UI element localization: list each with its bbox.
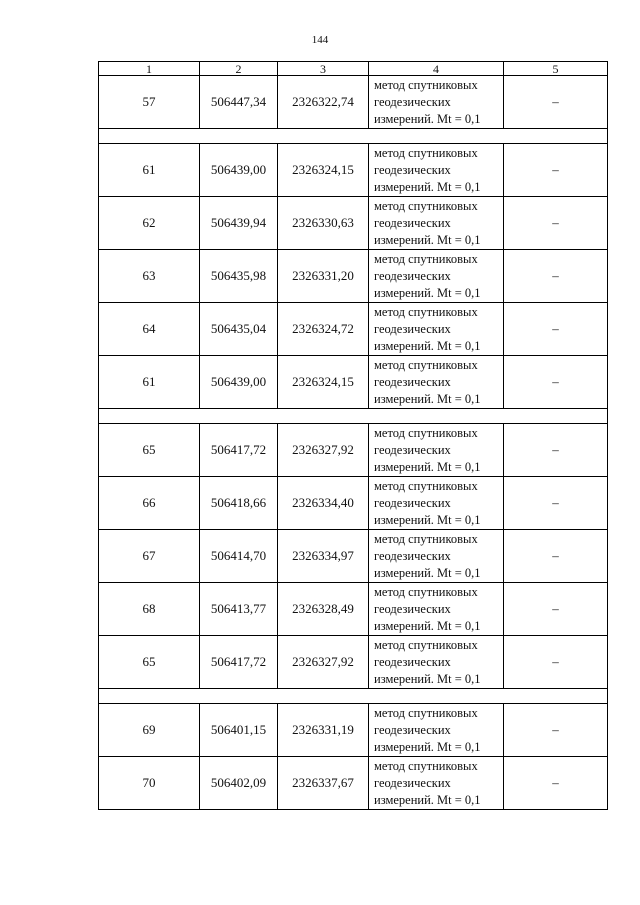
- table-row: [99, 757, 608, 810]
- note-cell: –: [504, 197, 608, 250]
- method-cell: [369, 197, 504, 250]
- method-line: измерений. Mt = 0,1: [374, 391, 481, 406]
- note-cell: –: [504, 583, 608, 636]
- note-cell: –: [504, 757, 608, 810]
- method-line: метод спутниковых: [374, 478, 478, 493]
- note-cell: –: [504, 76, 608, 129]
- x-coordinate-cell: 506439,00: [200, 144, 278, 197]
- column-header: 3: [278, 62, 369, 76]
- x-coordinate-cell: 506417,72: [200, 636, 278, 689]
- note-cell: –: [504, 636, 608, 689]
- y-coordinate-cell: 2326331,19: [278, 704, 369, 757]
- method-line: измерений. Mt = 0,1: [374, 111, 481, 126]
- spacer-cell: [99, 409, 608, 424]
- table-body: [99, 76, 608, 810]
- note-cell: –: [504, 530, 608, 583]
- method-line: метод спутниковых: [374, 145, 478, 160]
- method-line: измерений. Mt = 0,1: [374, 512, 481, 527]
- x-coordinate-cell: 506401,15: [200, 704, 278, 757]
- table-row: [99, 303, 608, 356]
- method-cell: [369, 704, 504, 757]
- method-line: измерений. Mt = 0,1: [374, 565, 481, 580]
- method-line: измерений. Mt = 0,1: [374, 232, 481, 247]
- table-row: [99, 583, 608, 636]
- page-number: 144: [311, 34, 329, 46]
- method-cell: [369, 583, 504, 636]
- method-cell: [369, 303, 504, 356]
- x-coordinate-cell: 506418,66: [200, 477, 278, 530]
- table-header-row: [99, 62, 608, 76]
- note-cell: –: [504, 477, 608, 530]
- table-row: [99, 530, 608, 583]
- column-header: 4: [369, 62, 504, 76]
- method-cell: [369, 477, 504, 530]
- method-cell: [369, 144, 504, 197]
- table-row: [99, 197, 608, 250]
- method-line: геодезических: [374, 268, 451, 283]
- method-cell: [369, 250, 504, 303]
- method-line: метод спутниковых: [374, 304, 478, 319]
- point-number-cell: 64: [99, 303, 200, 356]
- table-row: [99, 144, 608, 197]
- method-line: метод спутниковых: [374, 251, 478, 266]
- method-line: измерений. Mt = 0,1: [374, 671, 481, 686]
- note-cell: –: [504, 704, 608, 757]
- method-line: измерений. Mt = 0,1: [374, 338, 481, 353]
- method-line: геодезических: [374, 601, 451, 616]
- spacer-row: [99, 129, 608, 144]
- method-line: геодезических: [374, 321, 451, 336]
- note-cell: –: [504, 303, 608, 356]
- point-number-cell: 70: [99, 757, 200, 810]
- method-line: метод спутниковых: [374, 758, 478, 773]
- x-coordinate-cell: 506413,77: [200, 583, 278, 636]
- method-cell: [369, 636, 504, 689]
- method-cell: [369, 356, 504, 409]
- point-number-cell: 57: [99, 76, 200, 129]
- method-line: измерений. Mt = 0,1: [374, 792, 481, 807]
- method-line: геодезических: [374, 654, 451, 669]
- method-line: геодезических: [374, 215, 451, 230]
- method-line: геодезических: [374, 722, 451, 737]
- note-cell: –: [504, 250, 608, 303]
- point-number-cell: 61: [99, 144, 200, 197]
- method-cell: [369, 530, 504, 583]
- point-number-cell: 62: [99, 197, 200, 250]
- method-line: геодезических: [374, 162, 451, 177]
- x-coordinate-cell: 506447,34: [200, 76, 278, 129]
- spacer-cell: [99, 129, 608, 144]
- x-coordinate-cell: 506414,70: [200, 530, 278, 583]
- y-coordinate-cell: 2326327,92: [278, 636, 369, 689]
- method-line: геодезических: [374, 495, 451, 510]
- y-coordinate-cell: 2326322,74: [278, 76, 369, 129]
- method-line: геодезических: [374, 374, 451, 389]
- coordinates-table: [98, 61, 608, 810]
- x-coordinate-cell: 506417,72: [200, 424, 278, 477]
- method-cell: [369, 424, 504, 477]
- y-coordinate-cell: 2326328,49: [278, 583, 369, 636]
- method-line: измерений. Mt = 0,1: [374, 618, 481, 633]
- method-line: измерений. Mt = 0,1: [374, 739, 481, 754]
- y-coordinate-cell: 2326330,63: [278, 197, 369, 250]
- point-number-cell: 65: [99, 636, 200, 689]
- method-line: метод спутниковых: [374, 531, 478, 546]
- point-number-cell: 67: [99, 530, 200, 583]
- y-coordinate-cell: 2326324,15: [278, 144, 369, 197]
- method-line: геодезических: [374, 442, 451, 457]
- table-row: [99, 76, 608, 129]
- table-row: [99, 424, 608, 477]
- table-row: [99, 250, 608, 303]
- point-number-cell: 65: [99, 424, 200, 477]
- method-line: геодезических: [374, 775, 451, 790]
- table-row: [99, 704, 608, 757]
- point-number-cell: 61: [99, 356, 200, 409]
- method-line: геодезических: [374, 548, 451, 563]
- method-line: измерений. Mt = 0,1: [374, 179, 481, 194]
- method-line: метод спутниковых: [374, 77, 478, 92]
- method-cell: [369, 76, 504, 129]
- point-number-cell: 63: [99, 250, 200, 303]
- x-coordinate-cell: 506435,04: [200, 303, 278, 356]
- method-line: геодезических: [374, 94, 451, 109]
- x-coordinate-cell: 506402,09: [200, 757, 278, 810]
- x-coordinate-cell: 506435,98: [200, 250, 278, 303]
- column-header: 5: [504, 62, 608, 76]
- y-coordinate-cell: 2326334,97: [278, 530, 369, 583]
- method-line: метод спутниковых: [374, 425, 478, 440]
- method-line: метод спутниковых: [374, 584, 478, 599]
- spacer-cell: [99, 689, 608, 704]
- column-header: 2: [200, 62, 278, 76]
- point-number-cell: 68: [99, 583, 200, 636]
- method-line: метод спутниковых: [374, 637, 478, 652]
- x-coordinate-cell: 506439,94: [200, 197, 278, 250]
- point-number-cell: 66: [99, 477, 200, 530]
- table-row: [99, 356, 608, 409]
- method-line: метод спутниковых: [374, 705, 478, 720]
- y-coordinate-cell: 2326334,40: [278, 477, 369, 530]
- method-line: метод спутниковых: [374, 357, 478, 372]
- note-cell: –: [504, 356, 608, 409]
- method-line: измерений. Mt = 0,1: [374, 459, 481, 474]
- y-coordinate-cell: 2326327,92: [278, 424, 369, 477]
- y-coordinate-cell: 2326324,72: [278, 303, 369, 356]
- y-coordinate-cell: 2326337,67: [278, 757, 369, 810]
- spacer-row: [99, 409, 608, 424]
- method-cell: [369, 757, 504, 810]
- y-coordinate-cell: 2326331,20: [278, 250, 369, 303]
- table-row: [99, 477, 608, 530]
- y-coordinate-cell: 2326324,15: [278, 356, 369, 409]
- note-cell: –: [504, 144, 608, 197]
- method-line: измерений. Mt = 0,1: [374, 285, 481, 300]
- spacer-row: [99, 689, 608, 704]
- note-cell: –: [504, 424, 608, 477]
- column-header: 1: [99, 62, 200, 76]
- point-number-cell: 69: [99, 704, 200, 757]
- table-row: [99, 636, 608, 689]
- x-coordinate-cell: 506439,00: [200, 356, 278, 409]
- method-line: метод спутниковых: [374, 198, 478, 213]
